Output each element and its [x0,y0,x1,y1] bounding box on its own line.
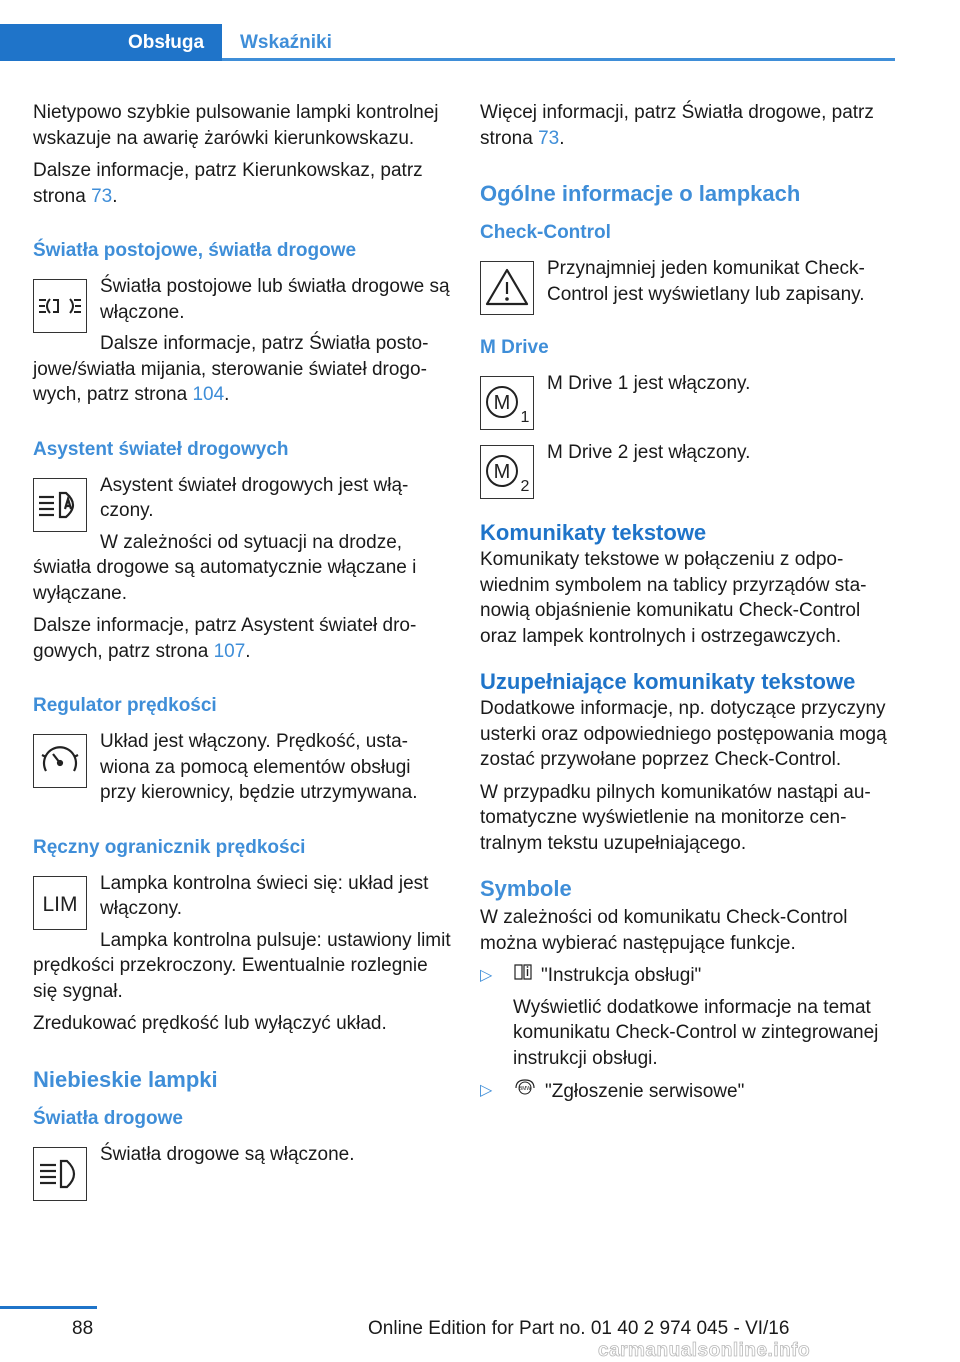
paragraph: Światła postojowe lub światła drogowe są włączone. [100,276,450,323]
paragraph: Lampka kontrolna pulsuje: ustawiony limit prędkości przekroczony. Ewentualnie rozlegnie się sygnał. [33,929,451,1002]
paragraph: W przypadku pilnych komunikatów nastąpi automatyczne wyświetlenie na monitorze centralnym tekstu uzupełniającego. [480,781,871,854]
cruise-control-icon [33,734,87,788]
watermark: carmanualsonline.info [598,1340,811,1361]
punctuation: . [224,384,230,405]
paragraph-text: Więcej informacji, patrz Światła drogowe, patrz strona [480,102,874,149]
list-item-description: Wyświetlić dodatkowe informacje na temat komunikatu Check-Control w zintegrowanej instrukcji obsługi. [513,996,879,1069]
tab-obsluga: Obsługa [0,24,222,61]
paragraph [480,100,898,151]
page-link[interactable]: 107 [213,640,246,662]
punctuation: . [112,185,118,207]
paragraph: Dodatkowe informacje, np. dotyczące przyczyny usterki oraz odpowiedniego postępowania mogą zostać przywołane poprzez Check-Control. [480,698,887,770]
paragraph-text: Dalsze informacje, patrz Kierunkowskaz, patrz strona [33,160,423,207]
section-title: Światła postojowe, światła drogowe [33,240,357,261]
header-rule [222,58,895,61]
m-drive-2-icon [480,445,534,499]
right-column [480,100,898,1113]
paragraph-text: Dalsze informacje, patrz Asystent świateł drogowych, patrz strona [33,615,417,662]
section-heading: Niebieskie lampki [33,1066,218,1092]
bullet-marker: ▷ [480,1082,493,1100]
section-title: M Drive [480,337,549,358]
bullet-marker: ▷ [480,967,493,984]
section-heading: Symbole [480,876,572,901]
section-title: Regulator prędkości [33,695,217,716]
svg-text:M: M [493,461,511,483]
list-item-label: "Zgłoszenie serwisowe" [545,1081,745,1102]
high-beam-icon [33,1147,87,1201]
section-title: Ręczny ogranicznik prędkości [33,836,306,858]
warning-triangle-icon [480,261,534,315]
page-link[interactable]: 73 [91,185,113,207]
lim-label: LIM [42,892,78,916]
tab-wskazniki: Wskaźniki [240,32,332,53]
section-heading: Komunikaty tekstowe [480,520,707,545]
book-icon [513,963,533,989]
paragraph: Komunikaty tekstowe w połączeniu z odpowiednim symbolem na tablicy przyrządów stanowią objaśnienie komunikatu Check-Control oraz lampek kontrolnych i ostrzegawczych. [480,549,867,647]
section-title: Check-Control [480,222,611,243]
section-heading: Uzupełniające komunikaty tekstowe [480,669,856,694]
indicator-row [480,256,898,313]
parking-lights-icon [33,279,87,333]
svg-text:2: 2 [520,478,530,495]
page-number: 88 [72,1318,94,1339]
indicator-row [33,729,451,806]
list-item [480,1078,898,1106]
paragraph: M Drive 1 jest włączony. [547,373,751,394]
list-item [480,963,898,1071]
speed-limiter-icon [33,876,87,930]
punctuation: . [559,127,565,149]
paragraph: M Drive 2 jest włączony. [547,442,751,463]
header-tabs [0,24,895,61]
service-logo-text: BMW [518,1086,532,1093]
page-link[interactable]: 104 [192,384,225,405]
section-title: Asystent świateł drogowych [33,438,289,460]
high-beam-assistant-icon [33,478,87,532]
indicator-row [480,440,898,497]
m-drive-1-icon [480,376,534,430]
paragraph: W zależności od komunikatu Check-Control można wybierać następujące funkcje. [480,907,848,954]
indicator-row [33,274,451,331]
paragraph: Lampka kontrolna świeci się: układ jest włączony. [100,872,429,919]
paragraph: Światła drogowe są włączone. [100,1143,355,1165]
punctuation: . [245,640,251,662]
section-title: Światła drogowe [33,1107,183,1129]
service-logo-icon [513,1078,537,1106]
indicator-row [480,371,898,428]
paragraph [33,613,451,664]
paragraph [33,158,451,209]
paragraph: Zredukować prędkość lub wyłączyć układ. [33,1013,387,1034]
paragraph: Asystent świateł drogowych jest włączony. [100,474,409,521]
paragraph: Przynajmniej jeden komunikat Check-Control jest wyświetlany lub zapisany. [547,258,865,305]
paragraph: Układ jest włączony. Prędkość, ustawiona za pomocą elementów obsługi przy kierownicy, będzie utrzymywana. [100,731,418,803]
footer-rule [0,1306,97,1309]
paragraph: Nietypowo szybkie pulsowanie lampki kontrolnej wskazuje na awarię żarówki kierunkowskazu. [33,102,439,149]
svg-text:M: M [493,392,511,414]
svg-text:1: 1 [520,409,530,426]
indicator-row [33,473,451,530]
paragraph-text: Dalsze informacje, patrz Światła postojowe/światła mijania, sterowanie świateł drogowych, patrz strona [33,333,429,405]
section-heading: Ogólne informacje o lampkach [480,181,801,206]
list-item-label: "Instrukcja obsługi" [541,965,702,986]
paragraph [33,331,451,408]
edition-note: Online Edition for Part no. 01 40 2 974 045 - VI/16 [368,1318,790,1339]
indicator-row [33,1142,451,1199]
left-column [33,100,451,1199]
indicator-row [33,871,451,928]
page-link[interactable]: 73 [538,127,560,149]
paragraph: W zależności od sytuacji na drodze, światła drogowe są automatycznie włączane i wyłączane. [33,531,417,604]
